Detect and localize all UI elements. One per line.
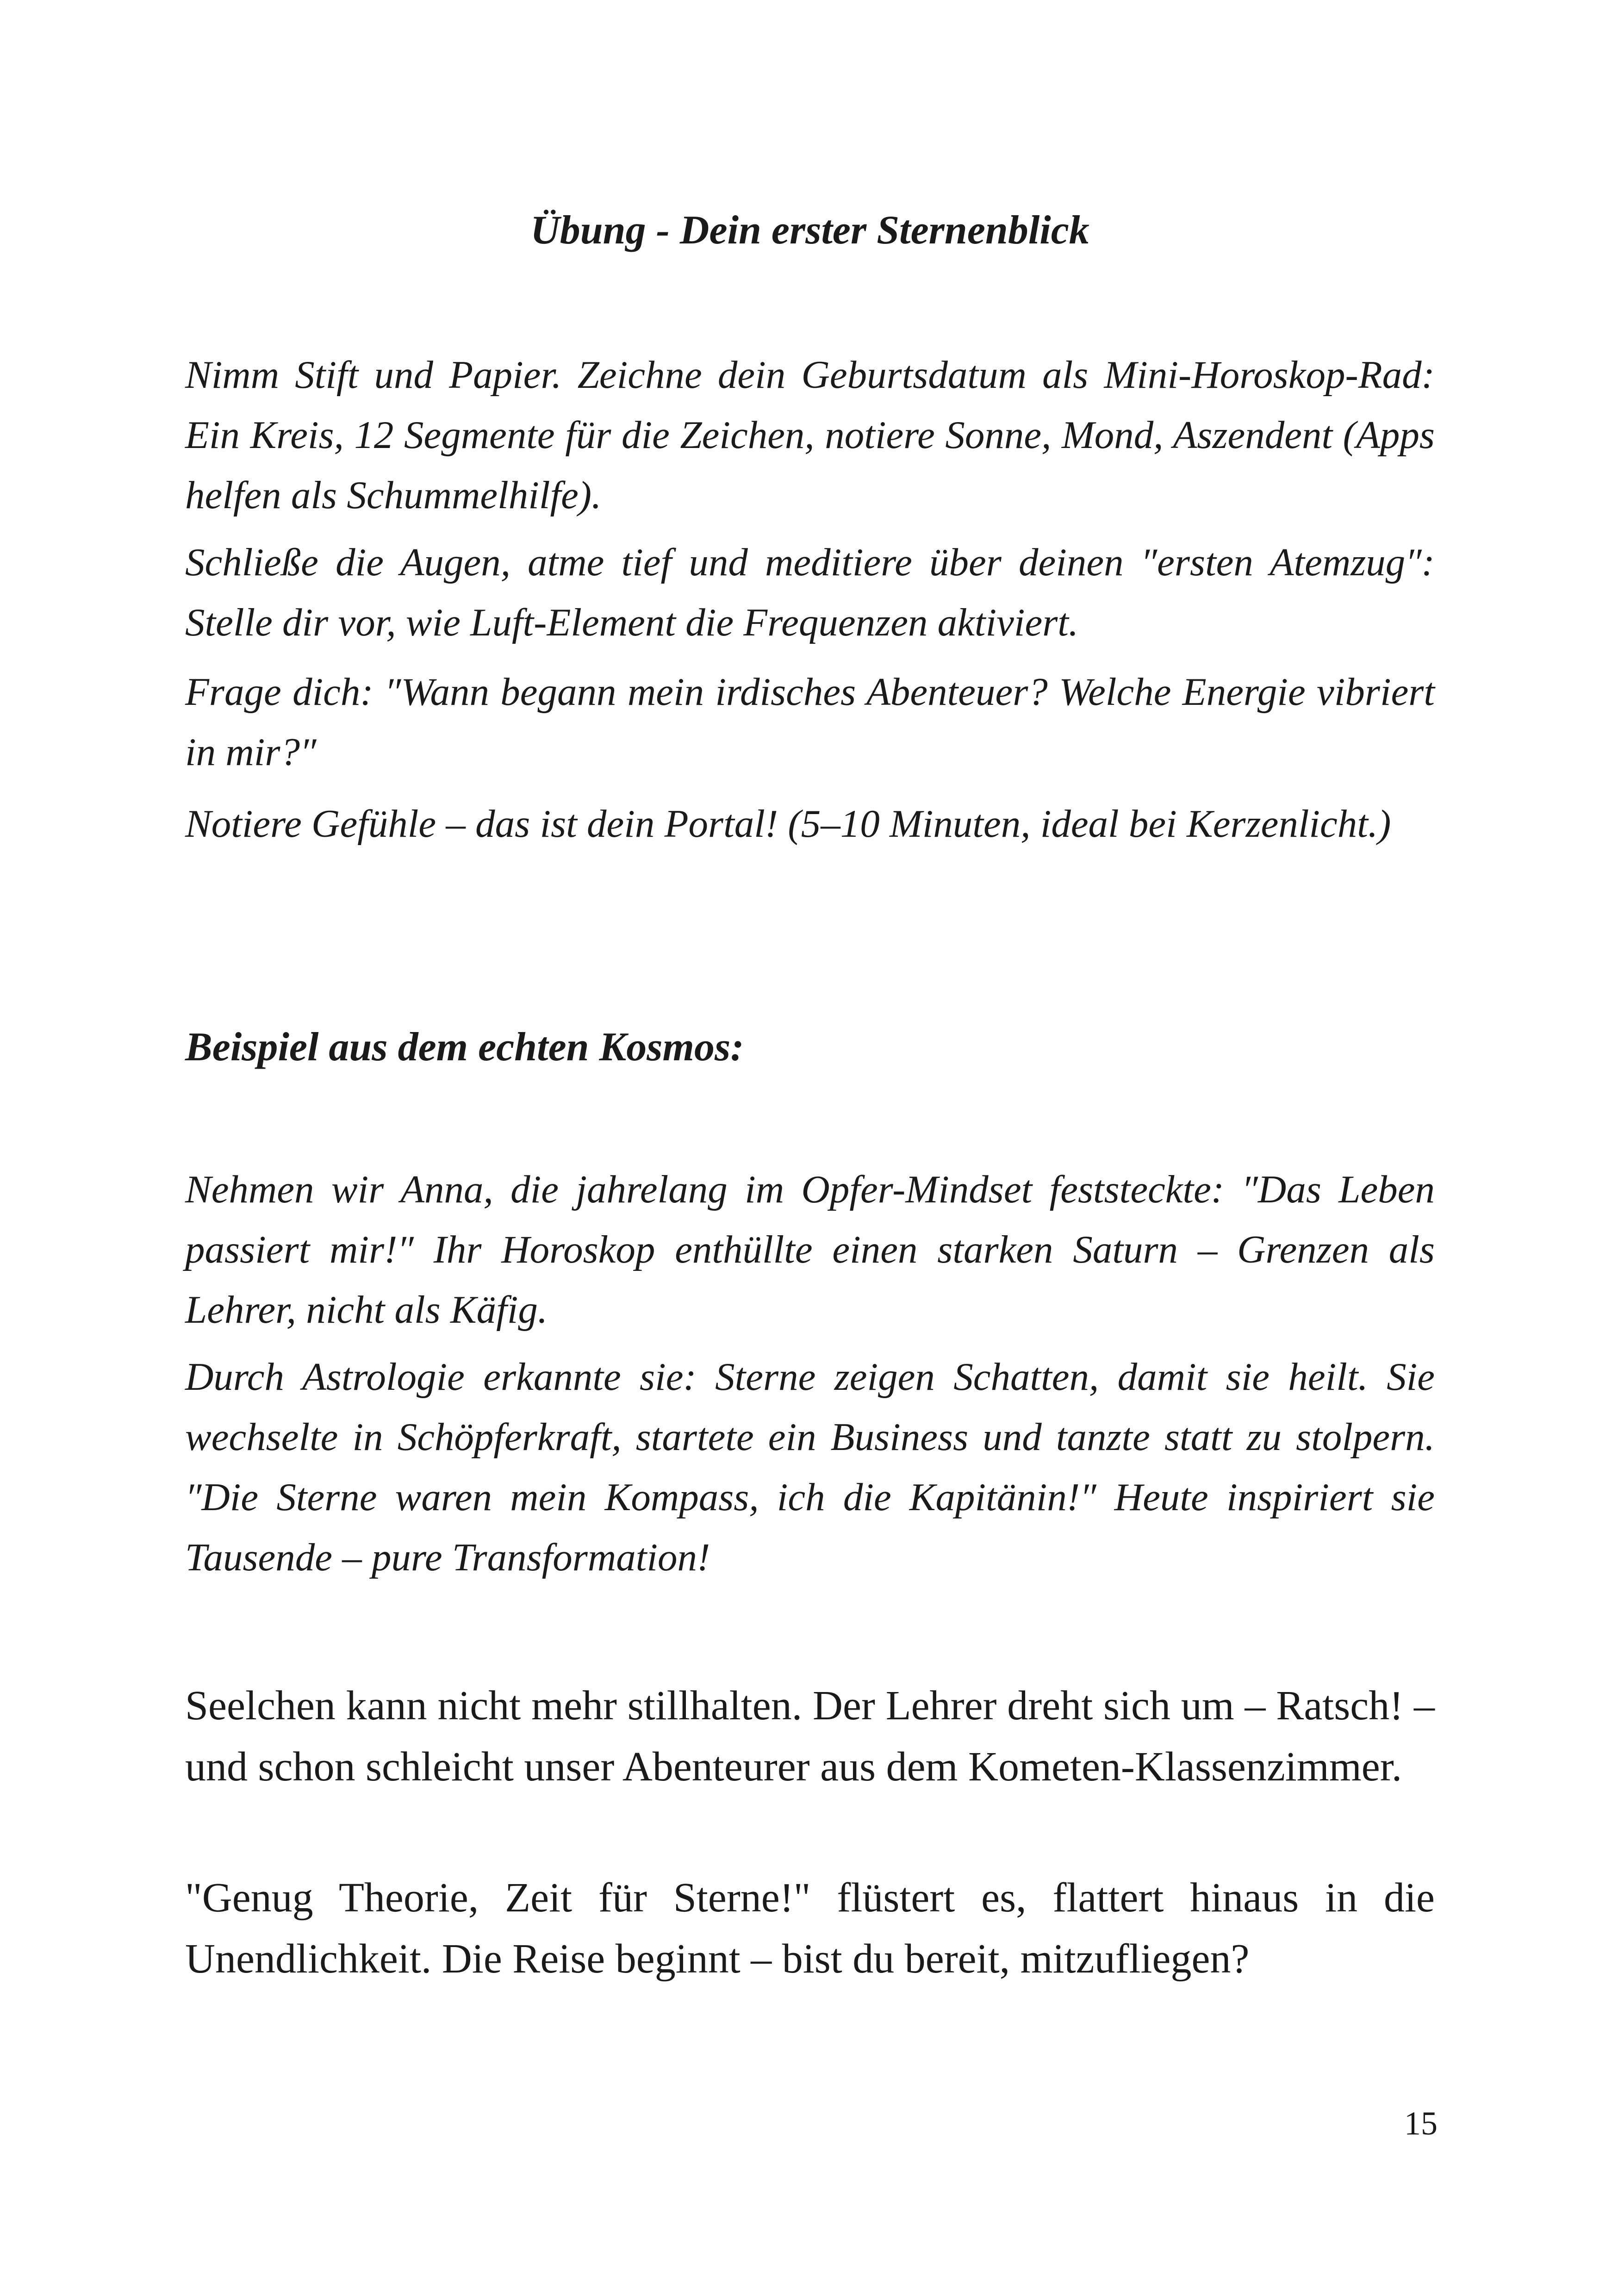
exercise-paragraph: Nimm Stift und Papier. Zeichne dein Geburtsdatum als Mini-Horoskop-Rad: Ein Kreis, 12 Segmente für die Zeichen, notiere Sonne, Mond, Aszendent (Apps helfen als Schummelhilfe).	[185, 353, 1435, 517]
story-paragraph: "Genug Theorie, Zeit für Sterne!" flüstert es, flattert hinaus in die Unendlichkeit. Die Reise beginnt – bist du bereit, mitzufliegen?	[185, 1875, 1435, 1982]
example-paragraph: Nehmen wir Anna, die jahrelang im Opfer-Mindset feststeckte: ″Das Leben passiert mir!″ Ihr Horoskop enthüllte einen starken Saturn – Grenzen als Lehrer, nicht als Käfig.	[185, 1168, 1435, 1332]
exercise-paragraph: Frage dich: ″Wann begann mein irdisches Abenteuer? Welche Energie vibriert in mir?″	[185, 670, 1435, 774]
example-paragraph: Durch Astrologie erkannte sie: Sterne zeigen Schatten, damit sie heilt. Sie wechselte in Schöpferkraft, startete ein Business und tanzte statt zu stolpern. ″Die Sterne waren mein Kompass, ich die Kapitänin!″ Heute inspiriert sie Tausende – pure Transformation!	[185, 1355, 1435, 1579]
exercise-paragraph: Notiere Gefühle – das ist dein Portal! (5–10 Minuten, ideal bei Kerzenlicht.)	[185, 802, 1391, 846]
exercise-paragraph: Schließe die Augen, atme tief und meditiere über deinen ″ersten Atemzug″: Stelle dir vor, wie Luft-Element die Frequenzen aktiviert.	[185, 541, 1435, 644]
page-number: 15	[1404, 2105, 1438, 2142]
story-paragraph: Seelchen kann nicht mehr stillhalten. Der Lehrer dreht sich um – Ratsch! – und schon schleicht unser Abenteurer aus dem Kometen-Klassenzimmer.	[185, 1683, 1435, 1790]
exercise-title: Übung - Dein erster Sternenblick	[530, 208, 1089, 253]
example-heading: Beispiel aus dem echten Kosmos:	[185, 1025, 744, 1070]
